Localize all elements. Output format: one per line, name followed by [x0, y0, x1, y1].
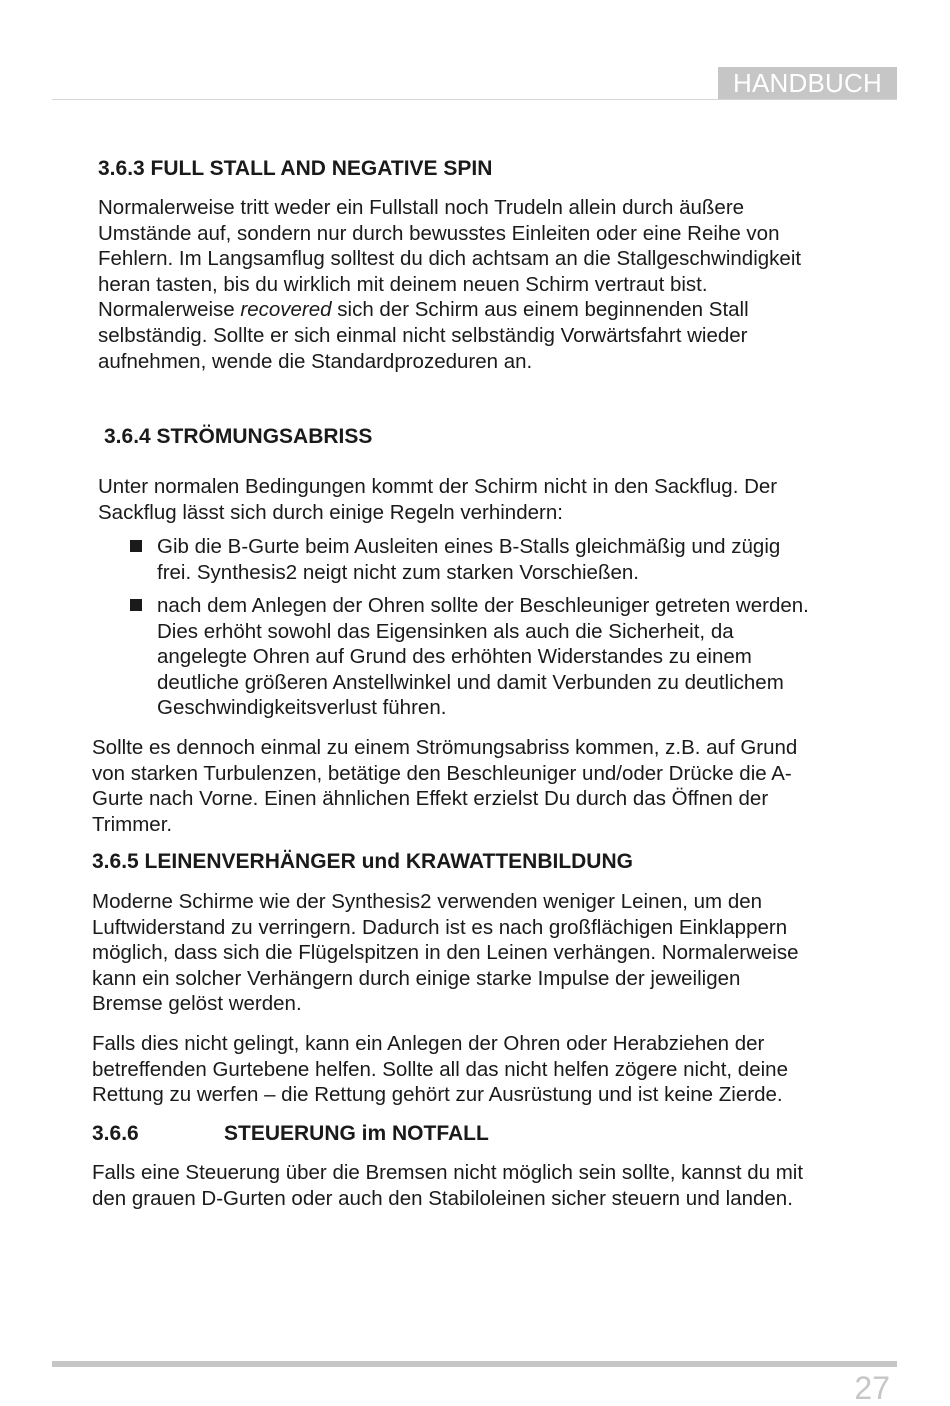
bullet-square-icon: [130, 540, 142, 552]
text-line: von starken Turbulenzen, betätige den Beschleuniger und/oder Drücke die A-: [92, 761, 792, 785]
text-line: Umstände auf, sondern nur durch bewusstes Einleiten oder eine Reihe von: [98, 221, 780, 245]
text-line: den grauen D-Gurten oder auch den Stabiloleinen sicher steuern und landen.: [92, 1186, 793, 1210]
bullet-item-1: [157, 534, 780, 585]
header-rule: [52, 99, 897, 100]
section-heading-3-6-5: 3.6.5 LEINENVERHÄNGER und KRAWATTENBILDUNG: [92, 850, 633, 873]
text-line: Geschwindigkeitsverlust führen.: [157, 696, 447, 720]
text-line: selbständig. Sollte er sich einmal nicht selbständig Vorwärtsfahrt wieder: [98, 323, 748, 347]
text-line: Rettung zu werfen – die Rettung gehört zur Ausrüstung und ist keine Zierde.: [92, 1083, 783, 1107]
page-number: 27: [854, 1370, 890, 1406]
text-segment: sich der Schirm aus einem beginnenden Stall: [331, 298, 749, 322]
section-heading-3-6-6-title: STEUERUNG im NOTFALL: [224, 1122, 489, 1145]
paragraph-rescue: [92, 1031, 788, 1108]
text-line: Gurte nach Vorne. Einen ähnlichen Effekt erzielst Du durch das Öffnen der: [92, 787, 769, 811]
paragraph-3-6-3: [98, 195, 801, 374]
bullet-item-2: [157, 593, 809, 721]
text-line: [98, 297, 801, 323]
italic-term: recovered: [240, 298, 332, 322]
text-line: Sollte es dennoch einmal zu einem Strömungsabriss kommen, z.B. auf Grund: [92, 736, 798, 759]
bullet-square-icon: [130, 599, 142, 611]
text-line: Falls eine Steuerung über die Bremsen nicht möglich sein sollte, kannst du mit: [92, 1161, 804, 1184]
section-heading-3-6-3: 3.6.3 FULL STALL AND NEGATIVE SPIN: [98, 157, 493, 180]
text-line: Moderne Schirme wie der Synthesis2 verwenden weniger Leinen, um den: [92, 890, 763, 913]
text-line: kann ein solcher Verhängern durch einige starke Impulse der jeweiligen: [92, 966, 741, 990]
header-tag: HANDBUCH: [718, 67, 897, 99]
text-line: angelegte Ohren auf Grund des erhöhten Widerstandes zu einem: [157, 645, 752, 669]
section-heading-3-6-6-number: 3.6.6: [92, 1122, 139, 1145]
paragraph-line-tangles: [92, 889, 799, 1017]
text-line: Fehlern. Im Langsamflug solltest du dich achtsam an die Stallgeschwindigkeit: [98, 247, 802, 271]
paragraph-stall-recovery: [92, 735, 797, 837]
text-line: Bremse gelöst werden.: [92, 992, 302, 1016]
text-line: aufnehmen, wende die Standardprozeduren an.: [98, 349, 533, 373]
text-line: Trimmer.: [92, 812, 173, 836]
text-line: Falls dies nicht gelingt, kann ein Anlegen der Ohren oder Herabziehen der: [92, 1032, 765, 1055]
paragraph-emergency-steering: [92, 1160, 803, 1211]
text-line: möglich, dass sich die Flügelspitzen in den Leinen verhängen. Normalerweise: [92, 941, 799, 965]
text-line: heran tasten, bis du wirklich mit deinem neuen Schirm vertraut bist.: [98, 272, 708, 296]
text-line: Sackflug lässt sich durch einige Regeln verhindern:: [98, 500, 563, 524]
text-line: Gib die B-Gurte beim Ausleiten eines B-Stalls gleichmäßig und zügig: [157, 535, 781, 558]
footer-rule: [52, 1361, 897, 1367]
text-line: frei. Synthesis2 neigt nicht zum starken Vorschießen.: [157, 560, 639, 584]
paragraph-intro: [98, 474, 777, 525]
text-line: Normalerweise tritt weder ein Fullstall noch Trudeln allein durch äußere: [98, 196, 745, 219]
text-line: nach dem Anlegen der Ohren sollte der Beschleuniger getreten werden.: [157, 594, 809, 617]
text-segment: Normalerweise: [98, 298, 241, 322]
section-heading-3-6-4: 3.6.4 STRÖMUNGSABRISS: [104, 425, 373, 448]
text-line: deutliche größeren Anstellwinkel und damit Verbunden zu deutlichem: [157, 670, 784, 694]
text-line: Dies erhöht sowohl das Eigensinken als auch die Sicherheit, da: [157, 619, 734, 643]
text-line: Luftwiderstand zu verringern. Dadurch ist es nach großflächigen Einklappern: [92, 915, 788, 939]
text-line: betreffenden Gurtebene helfen. Sollte all das nicht helfen zögere nicht, deine: [92, 1057, 788, 1081]
text-line: Unter normalen Bedingungen kommt der Schirm nicht in den Sackflug. Der: [98, 475, 778, 498]
